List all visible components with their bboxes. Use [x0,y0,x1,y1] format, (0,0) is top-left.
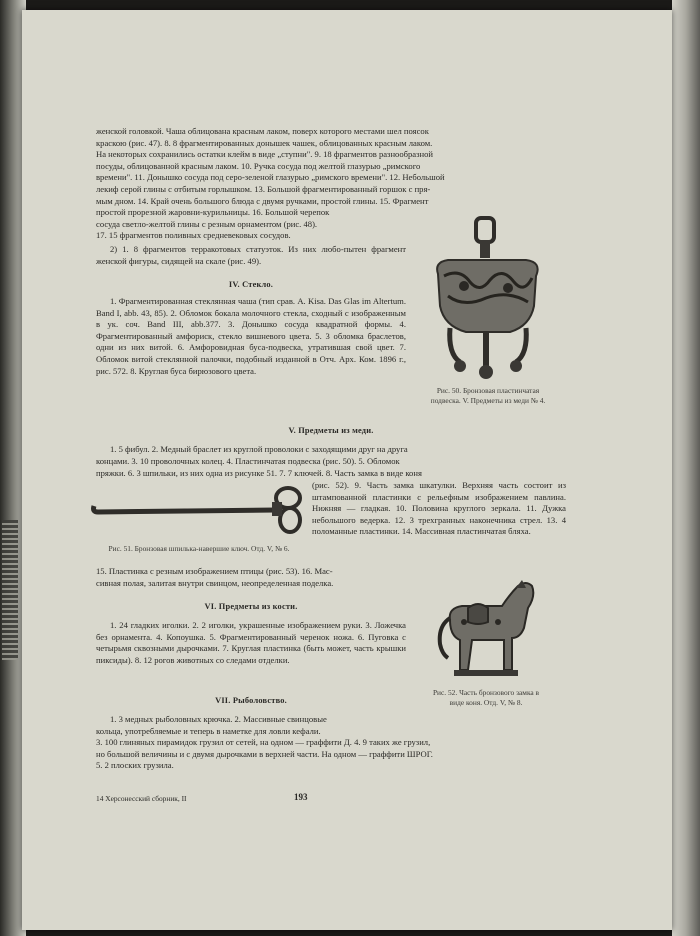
section-heading-fishing: VII. Рыболовство. [215,696,287,705]
figure-50-pendant-icon [430,216,546,384]
figure-50-caption: Рис. 50. Бронзовая пластинчатая подвеска. V. Предметы из меди № 4. [430,386,546,405]
facing-page-fragment [2,520,18,660]
copper-paragraph-cont [96,456,566,479]
text-line: 5. 2 плоских грузила. [96,760,174,771]
text-line: 1. 5 фибул. 2. Медный браслет из круглой проволоки с заходящими друг на друга [110,444,408,454]
copper-paragraph [96,444,566,456]
right-book-edge [672,0,700,936]
text-line: На некоторых сохранились остатки клейм в виде „ступни". 9. 18 фрагментов разнообразной [96,149,434,160]
fishing-paragraph [96,714,566,772]
figure-51-key-icon [90,480,310,540]
text-line: посуды, облицованной красным лаком. 10. Ручка сосуда под желтой глазурью „римского [96,160,421,171]
book-page [22,10,672,930]
text-line: концами. 3. 10 проволочных колец. 4. Пластинчатая подвеска (рис. 50). 5. Обломок [96,456,400,466]
text-line: простой прорезной жаровни-курильницы. 16. Большой черепок [96,207,330,218]
text-line: 1. 3 медных рыболовных крючка. 2. Массивные свинцовые [110,714,327,724]
figure-52-horse-icon [428,578,544,684]
text-line: пряжки. 6. 3 шпильки, из них одна из рисунке 51. 7. 7 ключей. 8. Часть замка в виде коня [96,467,422,478]
text-line: но большой величины и с двумя дырочками в верхней части. На одном — граффити ШРОГ. [96,748,433,759]
figure-51-caption: Рис. 51. Бронзовая шпилька-навершие ключ. Отд. V, № 6. [108,544,290,553]
text-line: мым дном. 14. Край очень большого блюда с двумя ручками, простой глины. 15. Фрагмент [96,195,429,206]
page-number: 193 [294,792,308,802]
text-line: сосуда светло-желтой глины с резным орнаментом (рис. 48). [96,218,318,229]
text-line: 17. 15 фрагментов поливных средневековых сосудов. [96,230,291,241]
footer-signature: 14 Херсонесский сборник, II [96,794,187,803]
text-line: 15. Пластинка с резным изображением птицы (рис. 53). 16. Мас- [96,566,333,576]
terracotta-paragraph: 2) 1. 8 фрагментов терракотовых статуэток. Из них любо-пытен фрагмент женской фигуры, сидящей на скале (рис. 49). [96,244,406,266]
text-line: времени". 11. Донышко сосуда под серо-зеленой глазурью „римского времени". 12. Небольшой [96,172,445,183]
section-heading-glass: IV. Стекло. [228,280,274,289]
glass-paragraph: 1. Фрагментированная стеклянная чаша (тип срав. A. Kisa. Das Glas im Altertum. Band I, abb. 43, 85). 2. Обломок бокала молочного стекла, сходный с изображенным в ук. соч. Band III, abb.377. 3. Донышко сосуда квадратной формы. 4. Фрагментированный амфориск, стекло вишневого цвета. 5. 3 обломка браслетов, одни из них витой. 6. Амфоровидная буса-подвеска, утратившая свой цвет. 7. Обломок витой стеклянной палочки, подобный изданной в Отч. Арх. Ком. 1896 г., рис. 572. 8. Круглая буса бирюзового цвета. [96,296,406,376]
bone-paragraph: 1. 24 гладких иголки. 2. 2 иголки, украшенные изображением руки. 3. Ложечка без орнамента. 4. Копоушка. 5. Фрагментированный черенок ножа. 6. Пуговка с четырьмя сквозными дырочками. 7. Круглая пластинка (быть может, часть крышки пиксиды). 8. 12 рогов животных со следами отделки. [96,620,406,665]
copper-side-text: (рис. 52). 9. Часть замка шкатулки. Верхняя часть состоит из штампованной пластинки с рельефным изображением павлина. Нижняя — гладкая. 10. Половина круглого зеркала. 11. Дужка небольшого ведерка. 12. 3 трехгранных наконечника стрел. 13. 4 поломанные пластинки. 14. Массивная пластинчатая бляха. [312,480,566,537]
figure-52-caption: Рис. 52. Часть бронзового замка в виде коня. Отд. V, № 8. [432,688,540,707]
text-line: краскою (рис. 47). 8. 8 фрагментированных донышек чашек, облицованных красным лаком. [96,137,433,148]
text-line: кольца, употребляемые и теперь в наметке для ловли кефали. [96,725,321,736]
section-heading-copper: V. Предметы из меди. [288,426,374,435]
text-line: женской головкой. Чаша облицована красным лаком, поверх которого местами шел поясок [96,126,429,136]
text-line: лекиф серой глины с отбитым горлышком. 13. Большой фрагментированный горшок с пря- [96,183,431,194]
text-line: 3. 100 глиняных пирамидок грузил от сетей, на одном — граффити Д. 4. 9 таких же грузил, [96,737,431,748]
section-heading-bone: VI. Предметы из кости. [204,602,298,611]
text-line: сивная полая, залитая внутри свинцом, неопределенная поделка. [96,577,334,588]
